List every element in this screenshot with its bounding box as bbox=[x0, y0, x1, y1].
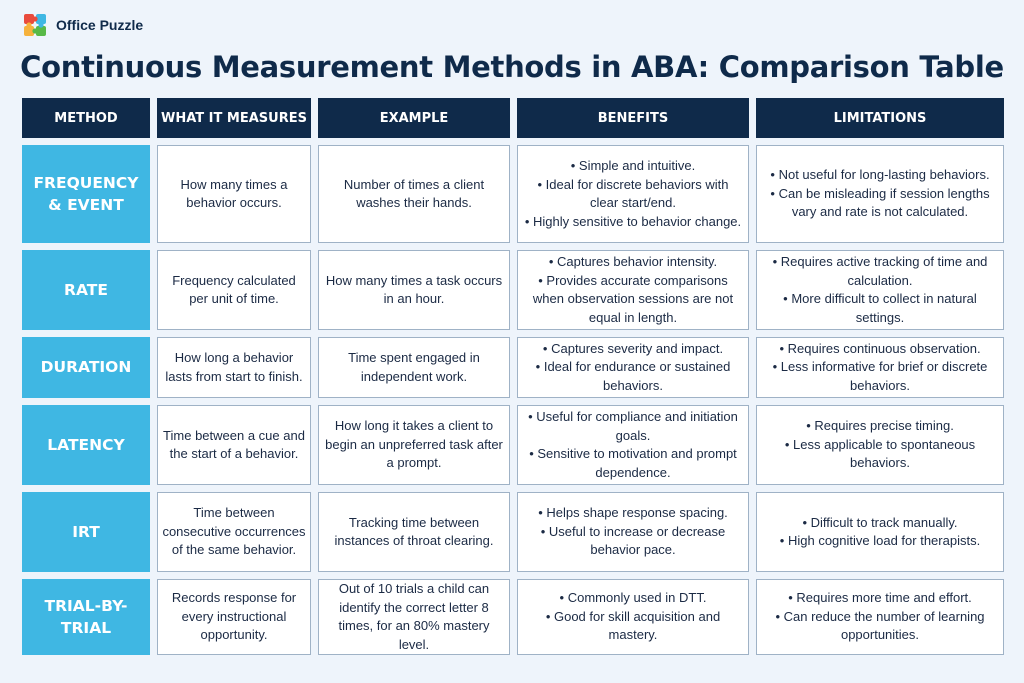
benefits-list bbox=[522, 340, 744, 396]
benefit-item: • Captures behavior intensity. bbox=[522, 253, 744, 272]
limitations-cell bbox=[756, 145, 1004, 243]
limitation-item: • Difficult to track manually. bbox=[780, 514, 980, 533]
benefits-list bbox=[522, 253, 744, 327]
column-header-benefits: BENEFITS bbox=[517, 98, 749, 138]
benefits-cell bbox=[517, 405, 749, 485]
limitation-item: • Less applicable to spontaneous behaviors. bbox=[761, 436, 999, 473]
column-header-example: EXAMPLE bbox=[318, 98, 510, 138]
method-cell: DURATION bbox=[22, 337, 150, 398]
benefits-cell bbox=[517, 250, 749, 330]
puzzle-pieces-icon bbox=[22, 12, 48, 38]
comparison-table bbox=[22, 98, 1004, 655]
what-it-measures-cell: How many times a behavior occurs. bbox=[157, 145, 311, 243]
benefit-item: • Ideal for discrete behaviors with clear start/end. bbox=[522, 176, 744, 213]
column-header-limitations: LIMITATIONS bbox=[756, 98, 1004, 138]
limitations-list bbox=[761, 253, 999, 327]
limitations-cell bbox=[756, 250, 1004, 330]
benefit-item: • Helps shape response spacing. bbox=[522, 504, 744, 523]
method-cell: TRIAL-BY-TRIAL bbox=[22, 579, 150, 655]
benefit-item: • Good for skill acquisition and mastery. bbox=[522, 608, 744, 645]
method-cell: FREQUENCY & EVENT bbox=[22, 145, 150, 243]
method-cell: IRT bbox=[22, 492, 150, 572]
limitation-item: • Less informative for brief or discrete behaviors. bbox=[761, 358, 999, 395]
benefits-cell bbox=[517, 145, 749, 243]
limitations-cell bbox=[756, 492, 1004, 572]
limitation-item: • Can be misleading if session lengths vary and rate is not calculated. bbox=[761, 185, 999, 222]
limitations-cell bbox=[756, 405, 1004, 485]
what-it-measures-cell: Records response for every instructional opportunity. bbox=[157, 579, 311, 655]
what-it-measures-cell: Frequency calculated per unit of time. bbox=[157, 250, 311, 330]
benefit-item: • Provides accurate comparisons when observation sessions are not equal in length. bbox=[522, 272, 744, 328]
example-cell: How many times a task occurs in an hour. bbox=[318, 250, 510, 330]
limitations-list bbox=[780, 514, 980, 551]
benefits-list bbox=[522, 408, 744, 482]
limitations-cell bbox=[756, 579, 1004, 655]
benefits-list bbox=[522, 157, 744, 231]
benefits-cell bbox=[517, 492, 749, 572]
what-it-measures-cell: Time between consecutive occurrences of the same behavior. bbox=[157, 492, 311, 572]
limitation-item: • Requires continuous observation. bbox=[761, 340, 999, 359]
benefit-item: • Commonly used in DTT. bbox=[522, 589, 744, 608]
benefits-cell bbox=[517, 579, 749, 655]
limitations-list bbox=[761, 417, 999, 473]
what-it-measures-cell: How long a behavior lasts from start to finish. bbox=[157, 337, 311, 398]
column-header-method: METHOD bbox=[22, 98, 150, 138]
example-cell: How long it takes a client to begin an unpreferred task after a prompt. bbox=[318, 405, 510, 485]
example-cell: Out of 10 trials a child can identify the correct letter 8 times, for an 80% mastery level. bbox=[318, 579, 510, 655]
limitation-item: • High cognitive load for therapists. bbox=[780, 532, 980, 551]
example-cell: Number of times a client washes their hands. bbox=[318, 145, 510, 243]
limitations-cell bbox=[756, 337, 1004, 398]
limitation-item: • Requires active tracking of time and calculation. bbox=[761, 253, 999, 290]
page-title: Continuous Measurement Methods in ABA: Comparison Table bbox=[20, 50, 1004, 84]
benefits-list bbox=[522, 504, 744, 560]
limitation-item: • Can reduce the number of learning opportunities. bbox=[761, 608, 999, 645]
limitations-list bbox=[761, 589, 999, 645]
method-cell: LATENCY bbox=[22, 405, 150, 485]
benefits-list bbox=[522, 589, 744, 645]
benefit-item: • Highly sensitive to behavior change. bbox=[522, 213, 744, 232]
benefit-item: • Useful for compliance and initiation goals. bbox=[522, 408, 744, 445]
example-cell: Time spent engaged in independent work. bbox=[318, 337, 510, 398]
benefit-item: • Captures severity and impact. bbox=[522, 340, 744, 359]
benefit-item: • Sensitive to motivation and prompt dependence. bbox=[522, 445, 744, 482]
limitation-item: • Not useful for long-lasting behaviors. bbox=[761, 166, 999, 185]
limitation-item: • Requires precise timing. bbox=[761, 417, 999, 436]
brand bbox=[22, 12, 143, 38]
example-cell: Tracking time between instances of throat clearing. bbox=[318, 492, 510, 572]
benefit-item: • Useful to increase or decrease behavior pace. bbox=[522, 523, 744, 560]
brand-name: Office Puzzle bbox=[56, 17, 144, 33]
benefits-cell bbox=[517, 337, 749, 398]
what-it-measures-cell: Time between a cue and the start of a behavior. bbox=[157, 405, 311, 485]
benefit-item: • Ideal for endurance or sustained behaviors. bbox=[522, 358, 744, 395]
limitations-list bbox=[761, 340, 999, 396]
column-header-what-it-measures: WHAT IT MEASURES bbox=[157, 98, 311, 138]
limitations-list bbox=[761, 166, 999, 222]
limitation-item: • Requires more time and effort. bbox=[761, 589, 999, 608]
limitation-item: • More difficult to collect in natural settings. bbox=[761, 290, 999, 327]
method-cell: RATE bbox=[22, 250, 150, 330]
benefit-item: • Simple and intuitive. bbox=[522, 157, 744, 176]
